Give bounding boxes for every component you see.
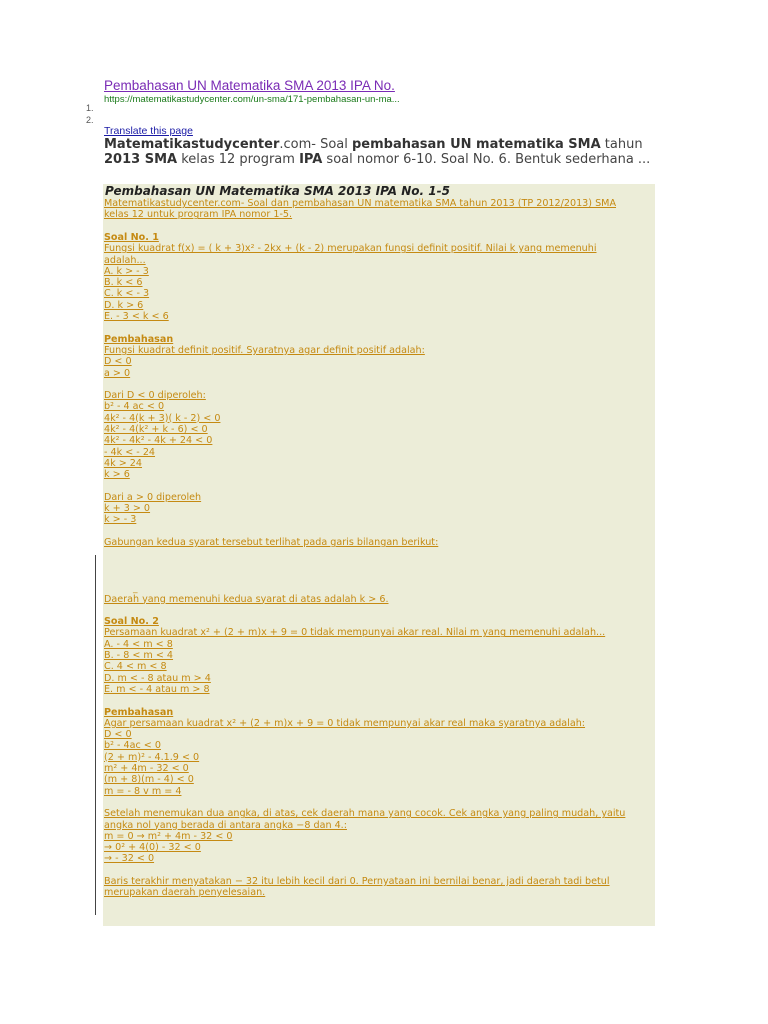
section-heading: Pembahasan: [104, 333, 174, 345]
document-line: A. - 4 < m < 8: [104, 638, 173, 650]
document-line: Daerah yang memenuhi kedua syarat di atas adalah k > 6.: [104, 593, 389, 605]
document-line: C. 4 < m < 8: [104, 661, 167, 673]
document-line: Baris terakhir menyatakan − 32 itu lebih kecil dari 0. Pernyataan ini bernilai benar, jadi daerah tadi betul: [104, 876, 610, 887]
document-line: D. k > 6: [104, 299, 144, 311]
document-line: B. - 8 < m < 4: [104, 650, 174, 661]
document-line: Dari a > 0 diperoleh: [104, 491, 202, 503]
document-line: → - 32 < 0: [104, 853, 155, 865]
document-line: Agar persamaan kuadrat x² + (2 + m)x + 9 = 0 tidak mempunyai akar real maka syaratnya adalah:: [104, 717, 586, 729]
snippet-bold-text: 2013 SMA: [104, 152, 178, 167]
search-result-title-link[interactable]: Pembahasan UN Matematika SMA 2013 IPA No.: [104, 78, 395, 93]
snippet-text: .com- Soal: [279, 137, 352, 152]
document-line: 4k > 24: [104, 457, 143, 469]
document-line: D < 0: [104, 356, 132, 368]
document-line: k > 6: [104, 469, 130, 481]
document-line: E. m < - 4 atau m > 8: [104, 683, 210, 695]
document-line: a > 0: [104, 367, 131, 379]
document-line: k > - 3: [104, 514, 137, 526]
left-divider-line: [95, 555, 96, 915]
document-line: D. m < - 8 atau m > 4: [104, 672, 211, 684]
document-line: Fungsi kuadrat definit positif. Syaratnya agar definit positif adalah:: [104, 344, 425, 356]
document-line: - 4k < - 24: [104, 446, 156, 458]
document-line: 4k² - 4(k + 3)( k - 2) < 0: [104, 412, 221, 424]
document-line: m = - 8 v m = 4: [104, 785, 182, 797]
document-line: angka nol yang berada di antara angka −8 dan 4.:: [104, 819, 347, 831]
document-line: Setelah menemukan dua angka, di atas, cek daerah mana yang cocok. Cek angka yang paling mudah, yaitu: [104, 808, 626, 820]
snippet-bold-text: IPA: [299, 152, 323, 167]
translate-page-link[interactable]: Translate this page: [104, 125, 193, 137]
document-title: Pembahasan UN Matematika SMA 2013 IPA No. 1-5: [105, 184, 450, 198]
document-line: C. k < - 3: [104, 288, 150, 300]
section-heading: Soal No. 2: [104, 616, 159, 628]
section-heading: Soal No. 1: [104, 231, 159, 243]
document-line: m = 0 → m² + 4m - 32 < 0: [104, 830, 233, 842]
document-line: merupakan daerah penyelesaian.: [104, 887, 266, 899]
document-line: adalah...: [104, 254, 146, 266]
document-line: → 0² + 4(0) - 32 < 0: [104, 842, 201, 854]
document-panel: [103, 184, 655, 926]
document-line: (m + 8)(m - 4) < 0: [104, 774, 194, 786]
document-line: A. k > - 3: [104, 265, 149, 277]
list-number: 2.: [86, 115, 94, 125]
snippet-text: tahun: [600, 137, 643, 152]
search-result-url: https://matematikastudycenter.com/un-sma/171-pembahasan-un-ma...: [104, 94, 400, 105]
document-line: b² - 4ac < 0: [104, 740, 161, 752]
document-line: k + 3 > 0: [104, 503, 151, 515]
snippet-text: soal nomor 6-10. Soal No. 6. Bentuk sederhana ...: [322, 152, 651, 167]
document-line: 4k² - 4k² - 4k + 24 < 0: [104, 435, 213, 447]
document-line: Gabungan kedua syarat tersebut terlihat pada garis bilangan berikut:: [104, 537, 439, 548]
snippet-bold-text: Matematikastudycenter: [104, 137, 280, 152]
number-line-placeholder: _: [133, 584, 138, 594]
search-result-snippet: [104, 137, 674, 167]
section-heading: Pembahasan: [104, 706, 174, 718]
document-line: B. k < 6: [104, 277, 143, 289]
document-line: D < 0: [104, 729, 132, 741]
document-line: m² + 4m - 32 < 0: [104, 763, 189, 774]
document-line: Dari D < 0 diperoleh:: [104, 390, 206, 402]
document-line: Fungsi kuadrat f(x) = ( k + 3)x² - 2kx + (k - 2) merupakan fungsi definit positif. Nilai k yang memenuhi: [104, 243, 597, 255]
document-line: Matematikastudycenter.com- Soal dan pembahasan UN matematika SMA tahun 2013 (TP 2012/2013) SMA: [104, 198, 617, 209]
snippet-text: kelas 12 program: [177, 152, 300, 167]
snippet-bold-text: pembahasan UN matematika SMA: [352, 137, 601, 152]
document-line: 4k² - 4(k² + k - 6) < 0: [104, 424, 208, 435]
document-line: kelas 12 untuk program IPA nomor 1-5.: [104, 209, 293, 221]
document-line: E. - 3 < k < 6: [104, 311, 169, 322]
document-line: b² - 4 ac < 0: [104, 401, 165, 413]
document-line: Persamaan kuadrat x² + (2 + m)x + 9 = 0 tidak mempunyai akar real. Nilai m yang memenuhi adalah...: [104, 627, 606, 639]
list-number: 1.: [86, 103, 94, 113]
document-line: (2 + m)² - 4.1.9 < 0: [104, 751, 200, 763]
